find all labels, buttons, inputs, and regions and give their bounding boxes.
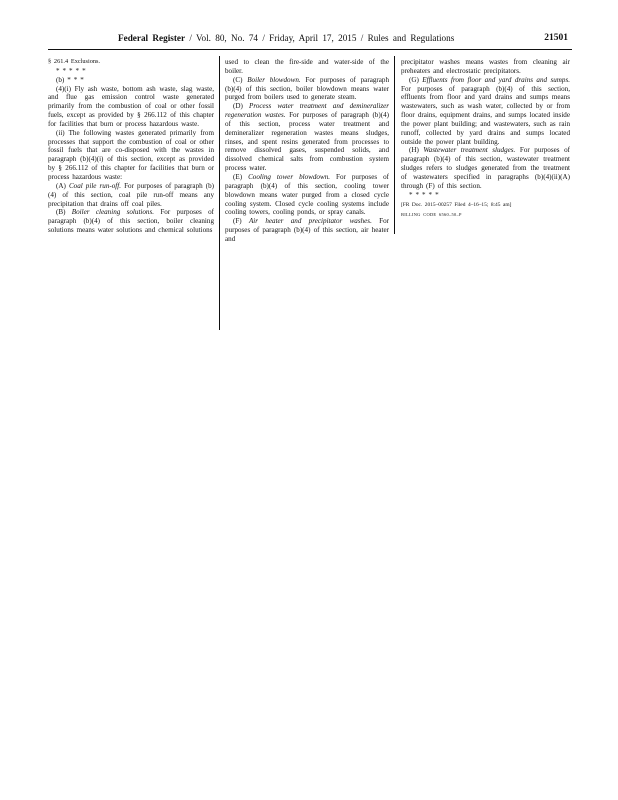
column-divider-1 bbox=[219, 56, 220, 330]
paragraph-b4i: (4)(i) Fly ash waste, bottom ash waste, slag waste, and flue gas emission control waste generated primarily from the combustion of coal or other fossil fuels, except as provided by § 266.112 of this chapter for facilities that burn or process hazardous waste. bbox=[48, 84, 214, 128]
para-lead: (A) bbox=[56, 181, 69, 190]
para-lead: (D) bbox=[233, 102, 250, 111]
paragraph-E bbox=[225, 173, 389, 217]
para-title: Coal pile run-off. bbox=[68, 181, 122, 190]
para-title: Cooling tower blowdown. bbox=[248, 172, 331, 181]
paragraph-D bbox=[225, 102, 389, 173]
para-title: Air heater and precipitator washes. bbox=[248, 217, 372, 226]
fr-doc-line: [FR Doc. 2015–00257 Filed 4–16–15; 8:45 am] bbox=[401, 201, 512, 208]
billing-code: BILLING CODE 6560–50–P bbox=[401, 211, 462, 217]
para-text: For purposes of paragraph (b)(4) of this section, boiler blowdown means water purged from boilers used to generate steam. bbox=[225, 75, 389, 102]
paragraph-continuation: precipitator washes means wastes from cleaning air preheaters and electrostatic precipitators. bbox=[401, 58, 570, 75]
para-lead: (B) bbox=[56, 208, 72, 217]
paragraph-B bbox=[48, 208, 214, 235]
para-text: For purposes of paragraph (b)(4) of this section, coal pile run-off means any precipitation that drains off coal piles. bbox=[48, 181, 215, 208]
column-divider-2 bbox=[394, 56, 395, 234]
paragraph-F bbox=[225, 217, 389, 244]
para-title: Boiler cleaning solutions. bbox=[71, 208, 155, 217]
para-text: For purposes of paragraph (b)(4) of this section, wastewater treatment sludges refers to sludges generated from the treatment of wastewaters specified in paragraphs (b)(4)(ii)(A) through (F) of this section. bbox=[401, 146, 570, 190]
header-publication: Federal Register bbox=[118, 33, 186, 43]
paragraph-b4ii: (ii) The following wastes generated primarily from processes that support the combustion of coal or other fossil fuels that are co-disposed with the wastes in paragraph (b)(4)(i) of this section, except as provided by § 266.112 of this chapter for facilities that burn or process hazardous waste: bbox=[48, 128, 214, 181]
header-details: / Vol. 80, No. 74 / Friday, April 17, 2015 / Rules and Regulations bbox=[189, 33, 455, 43]
para-text: For purposes of paragraph (b)(4) of this section, effluents from floor and yard drains and sumps means wastewaters, such as wash water, collected by or from floor drains, equipment drains, and sumps located inside the power plant building; and wastewaters, such as rain runoff, collected by yard drains and sumps located outside the power plant building. bbox=[401, 84, 570, 146]
paragraph-C bbox=[225, 76, 389, 103]
header-title bbox=[118, 33, 454, 43]
para-lead: (G) bbox=[409, 75, 423, 84]
para-title: Boiler blowdown. bbox=[247, 75, 301, 84]
para-lead: (H) bbox=[409, 146, 424, 155]
paragraph-H bbox=[401, 146, 570, 190]
paragraph-continuation: used to clean the fire-side and water-side of the boiler. bbox=[225, 58, 389, 75]
page-header bbox=[48, 33, 572, 47]
para-lead: (F) bbox=[233, 217, 249, 226]
para-lead: (E) bbox=[233, 172, 249, 181]
omission-stars: * * * * * bbox=[56, 66, 86, 75]
column-1 bbox=[48, 58, 214, 235]
paragraph-G bbox=[401, 76, 570, 147]
para-lead: (C) bbox=[233, 75, 248, 84]
para-text: For purposes of paragraph (b)(4) of this section, boiler cleaning solutions means water solutions and chemical solutions bbox=[48, 208, 214, 235]
para-text: For purposes of paragraph (b)(4) of this section, process water treatment and demineralizer regeneration wastes means sludges, rinses, and spent resins generated from processes to remove dissolved gases, suspended solids, and dissolved chemical salts from combustion system process water. bbox=[225, 111, 389, 173]
column-3 bbox=[401, 58, 570, 219]
para-title: Wastewater treatment sludges. bbox=[423, 146, 516, 155]
column-2 bbox=[225, 58, 389, 244]
paragraph-b: (b) * * * bbox=[56, 75, 84, 84]
para-title: Process water treatment and demineralizer regeneration wastes. bbox=[225, 102, 389, 120]
para-title: Effluents from floor and yard drains and sumps. bbox=[422, 75, 570, 84]
page-number: 21501 bbox=[544, 33, 568, 43]
section-heading: § 261.4 Exclusions. bbox=[48, 58, 101, 65]
omission-stars: * * * * * bbox=[409, 190, 439, 199]
para-text: For purposes of paragraph (b)(4) of this section, cooling tower blowdown means water purged from a closed cycle cooling system. Closed cycle cooling systems include cooling towers, cooling ponds, or spray canals. bbox=[225, 172, 390, 217]
paragraph-A bbox=[48, 182, 214, 209]
para-text: For purposes of paragraph (b)(4) of this section, air heater and bbox=[225, 217, 390, 243]
header-rule bbox=[48, 49, 572, 50]
